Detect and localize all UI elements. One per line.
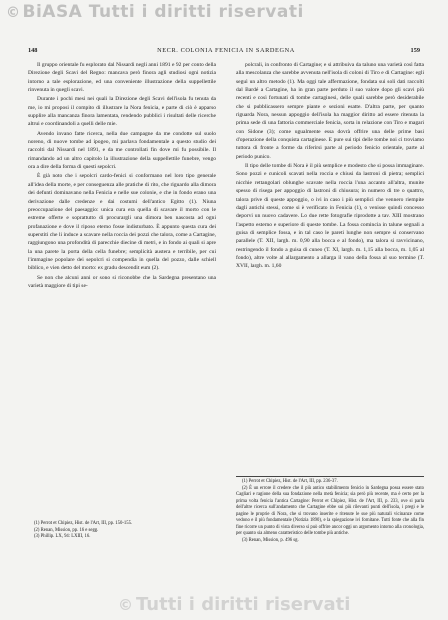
paragraph: È già noto che i sepolcri cardo-fenici si conformano nel loro tipo generale all'idea della morte, e per conseguenza alle pratiche di rito, che riguardo alla dimora dei defunti dominavano nella Fenicia e nelle sue colonie, e che in fondo erano una derivazione dalle credenze e dai costumi dell'antico Egitto (1). Niuna preoccupazione del paesaggio: unica cura era quella di scavare il morto con le estreme offerte e soprattutto di procurargli una dimora ben nascosta ad ogni profanazione e dove il riposo eterno fosse indisturbato. È appunto questa cura dei superstiti che li induce a scavare nella roccia dei pozzi che talora, come a Cartagine, raggiungono una profondità di parecchie diecine di metri, e in fondo ai quali si apre la una parete la porta della cella funebre; semplicità austera e terribile, per cui l'immagine popolare dei sepolcri si compendia in quella del pozzo, dalle schiell biblico, e vien detto del morto: ex gradu descendit eum (2). (28, 173, 216, 272)
running-header (28, 47, 424, 58)
paragraph: Il tipo delle tombe di Nora è il più semplice e modesto che si possa immaginare. Sono pozzi e cunicoli scavati nella roccia e chiusi da lastroni di pietra; semplici nicchie rettangolari oblunghe scavate nella roccia l'una accanto all'altra, munite spesso di risega per appoggio di lastroni di chiusura; in numero di tre o quattro, talora prive di queste appoggio, o ivi in caso i più semplici che vennero riempite dagli antichi stessi, come si è verificato in Fenicia (1), o venisse quindi concesso deporvi un nuovo cadavere. Lo due rette fotografie riprodotte a tav. XIII mostrano l'aspetto esterno e superiore di queste tombe. La fossa comincia in talune segnali a guisa di semplice fossa, e in tal caso le pareti lunghe non sempre si conservano parallele (T. XII, largh. m. 0,90 alla bocca e al fondo), ma talora si ravvicinano, restringendo il fondo a guisa di cuneo (T. XI, largh. m. 1,15 alla bocca, m. 1,05 al fondo), altre volte al allargamento a allarga il vano della fossa al suo termine (T. XVII, largh. m. 1,60 (236, 163, 424, 270)
page-number-left: 148 (28, 47, 38, 54)
paragraph: polcrali, in confronto di Cartagine; e si attribuiva da taluno una varietà così fatta alla mescolanza che sarebbe avvenuta nell'isola di coloni di Tiro e di Cartagine: egli seguì un altro metodo (1). Ma oggi tale affermazione, fondata sui soli dati raccolti dal Bardé a Cartagine, ha in gran parte perduto il suo valore dopo gli scavi più recenti e così fortunati di tombe cartaginesi, delle quali sarebbe però desiderabile che si pubblicassero sempre piante e sezioni esatte. D'altra parte, per quanto riguarda Nora, nessun appoggio dell'isola ha maggior diritto ad essere ritenuta la prima sede di una fattoria commerciale fenicia, sorta in relazione con Tiro e magari con Sidone (3); come ugualmente essa dovrà offrire una delle prime basi d'operazione della conquista cartaginese. E pure sui tipi delle tombe noi ci troviamo tuttora di fronte a forme da riferirsi parte al periodo fenicio orientale, parte al periodo punico. (236, 62, 424, 160)
paragraph: Il gruppo orientale fu esplorato dal Nissardi negli anni 1891 e 92 per conto della Direzione degli Scavi del Regno: mancava però finora agli studiosi ogni notizia intorno a tale esplorazione, ed una conveniente illustrazione della suppellettile rinvenuta in quegli scavi. (28, 62, 216, 94)
paragraph: Se non che alcuni anni or sono si riconobbe che la Sardegna presentano una varietà maggiore di tipi se- (28, 274, 216, 289)
footnote: (3) Phillip. LX, 94: LXIII, 16. (34, 534, 91, 539)
footnote: (3) Renan, Mission, p. 496 sg. (242, 537, 299, 543)
paragraph: Durante i pochi mesi nei quali la Direzione degli Scavi dell'isola fu tenuta da me, io mi proposi il compito di illustrare la Nora fenicia, e parte di ciò è apparso supplire alla mancanza finora lamentata, rendendo pubblici i risultati delle ricerche altrui e coordinandoli a quelli delle mie. (28, 96, 216, 128)
footnote: (1) Perrot et Chipiez, Hist. de l'Art, III, pp. 150-155. (34, 521, 133, 526)
watermark-top: © BiASA Tutti i diritti riservati (6, 2, 304, 22)
footnote: (2) È un errore il credere che il più antico stabilimento fenicio in Sardegna possa essere stato Cagliari e ragione della sua fondazione nella metà fenicia; sia però più recente, ma è certo per la prima volta fenicia l'antica Cartagine: Perrot et Chipiez, Hist. de l'Art, III, p. 233, ove si parla dell'altre ricerca sull'andamento che Cartagine ebbe sui più rilevanti punti dell'isola, i pregi e le pagine le proprie di Nora, che si trovano inserite e ritenute le sue più naturali vicinanze come vedono e il più fondamentale (Notizia 1890), e la spiegazione ivi fornitane. Tutti fonte che alla fin fine ricorre un punto di vista diverso si può offrire ancor oggi un argomento intorno alla cronologia, per quanto sia almeno caratteristico delle tombe più antiche. (236, 485, 424, 536)
running-title: NECR. COLONIA FENICIA IN SARDEGNA (157, 47, 295, 54)
right-footnotes (236, 476, 424, 544)
watermark-bottom: © Tutti i diritti riservati (118, 594, 351, 615)
left-column (28, 61, 216, 290)
paragraph: Avendo invano fatte ricerca, nella due campagne da me condotte sul suolo noreno, di nuove tombe ad ipogeo, mi parlava fondamentale a questo studio dei raccolti dal Nissardi nel 1891, e da me controllati fin dove mi fu possibile. Il rimandando ad un altro capitolo la illustrazione della suppellettile funebre, vengo ora a dire della forma di questi sepolcri. (28, 130, 216, 171)
right-column (236, 61, 424, 271)
footnote: (1) Perrot et Chipiez, Hist. de l'Art, III, pp. 236-37. (242, 479, 338, 484)
page-number-right: 159 (410, 47, 420, 54)
left-footnotes (28, 521, 216, 541)
footnote: (2) Renan, Mission, pp. 16 e segg. (34, 527, 99, 533)
